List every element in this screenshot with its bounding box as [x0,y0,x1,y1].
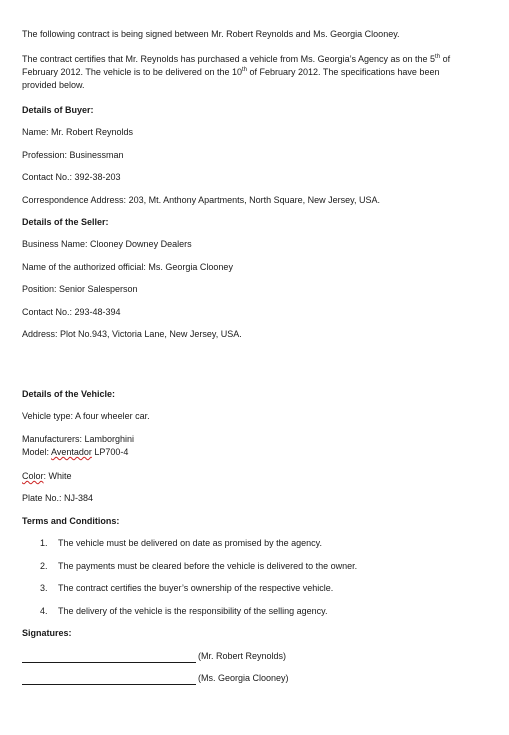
vehicle-plate: Plate No.: NJ-384 [22,493,94,503]
terms-item-number: 3. [40,583,48,593]
vehicle-model [22,446,128,459]
signature-underline [22,675,196,685]
terms-item [40,560,357,573]
intro-paragraph: The following contract is being signed between Mr. Robert Reynolds and Ms. Georgia Clooney. [22,29,400,39]
signature-underline [22,653,196,663]
terms-item-number: 2. [40,561,48,571]
terms-item-text: The vehicle must be delivered on date as promised by the agency. [58,538,322,548]
terms-item-number: 4. [40,606,48,616]
signature-line-buyer [22,650,286,663]
terms-item-number: 1. [40,538,48,548]
terms-heading: Terms and Conditions: [22,516,120,526]
terms-item-text: The payments must be cleared before the vehicle is delivered to the owner. [58,561,358,571]
vehicle-manufacturers: Manufacturers: Lamborghini [22,434,135,444]
seller-official: Name of the authorized official: Ms. Georgia Clooney [22,262,233,272]
vehicle-type: Vehicle type: A four wheeler car. [22,411,150,421]
signatures-heading: Signatures: [22,628,72,638]
seller-position: Position: Senior Salesperson [22,284,138,294]
certify-paragraph [22,53,462,92]
terms-item [40,605,327,618]
seller-heading: Details of the Seller: [22,217,109,227]
terms-item-text: The delivery of the vehicle is the responsibility of the selling agency. [58,606,328,616]
seller-contact: Contact No.: 293-48-394 [22,307,121,317]
vehicle-heading: Details of the Vehicle: [22,389,116,399]
buyer-address: Correspondence Address: 203, Mt. Anthony Apartments, North Square, New Jersey, USA. [22,195,381,205]
terms-item [40,582,333,595]
vehicle-color [22,470,72,483]
certify-text-2: of February 2012. The vehicle is to be delivered on the 10 [22,54,451,77]
model-name: Aventador [51,447,92,457]
model-rest: LP700-4 [91,447,129,457]
buyer-heading: Details of Buyer: [22,105,94,115]
certify-sup-2: th [241,67,247,73]
model-label: Model: [22,447,52,457]
color-value: : White [43,471,72,481]
certify-sup-1: th [435,54,441,60]
buyer-contact: Contact No.: 392-38-203 [22,172,121,182]
certify-text-1: The contract certifies that Mr. Reynolds has purchased a vehicle from Ms. Georgia’s Agency as on the 5 [22,54,436,64]
signature-name-seller: (Ms. Georgia Clooney) [198,673,289,683]
buyer-profession: Profession: Businessman [22,150,124,160]
seller-business-name: Business Name: Clooney Downey Dealers [22,239,192,249]
terms-item-text: The contract certifies the buyer’s ownership of the respective vehicle. [58,583,334,593]
buyer-name: Name: Mr. Robert Reynolds [22,127,134,137]
terms-item [40,537,322,550]
seller-address: Address: Plot No.943, Victoria Lane, New Jersey, USA. [22,329,242,339]
certify-text-3: of February 2012. The specifications have been provided below. [22,67,440,90]
signature-name-buyer: (Mr. Robert Reynolds) [198,651,287,661]
color-label: Color [22,471,44,481]
signature-line-seller [22,672,289,685]
